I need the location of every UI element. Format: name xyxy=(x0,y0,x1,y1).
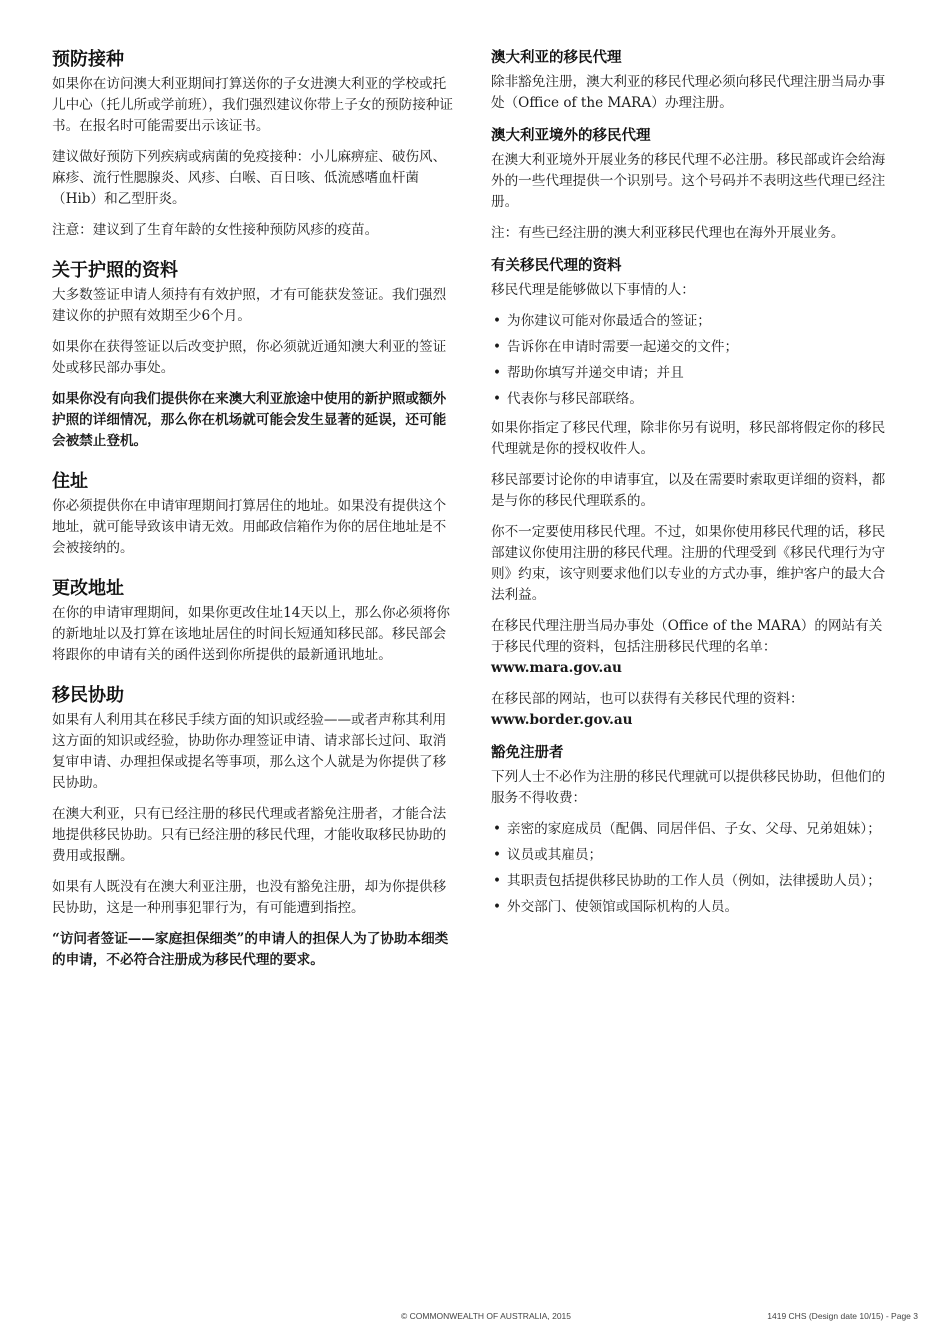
section-title-migration-assistance: 移民协助 xyxy=(52,685,124,706)
mara-website-link[interactable]: www.mara.gov.au xyxy=(491,660,622,676)
paragraph-with-link xyxy=(491,616,894,679)
section-title-change-address: 更改地址 xyxy=(52,578,124,599)
footer-copyright: © COMMONWEALTH OF AUSTRALIA, 2015 xyxy=(401,1311,571,1321)
paragraph: 你必须提供你在申请审理期间打算居住的地址。如果没有提供这个地址，就可能导致该申请无效。用邮政信箱作为你的居住地址是不会被接纳的。 xyxy=(52,498,447,556)
paragraph: 在澳大利亚，只有已经注册的移民代理或者豁免注册者，才能合法地提供移民协助。只有已经注册的移民代理，才能收取移民协助的费用或报酬。 xyxy=(52,806,447,864)
section-title-address: 住址 xyxy=(52,471,88,492)
section-title-agents-outside-australia: 澳大利亚境外的移民代理 xyxy=(491,128,651,144)
list-item: • 代表你与移民部联络。 xyxy=(491,389,894,410)
left-column xyxy=(52,48,455,981)
list-item: • 帮助你填写并递交申请；并且 xyxy=(491,363,894,384)
section-title-immunisation: 预防接种 xyxy=(52,49,124,70)
paragraph: 如果你在访问澳大利亚期间打算送你的子女进澳大利亚的学校或托儿中心（托儿所或学前班），我们强烈建议你带上子女的预防接种证书。在报名时可能需要出示该证书。 xyxy=(52,76,454,134)
border-website-link[interactable]: www.border.gov.au xyxy=(491,712,633,728)
footer-page-info: 1419 CHS (Design date 10/15) - Page 3 xyxy=(767,1311,918,1321)
paragraph: 移民部要讨论你的申请事宜，以及在需要时索取更详细的资料，都是与你的移民代理联系的。 xyxy=(491,472,886,509)
paragraph: 如果你指定了移民代理，除非你另有说明，移民部将假定你的移民代理就是你的授权收件人。 xyxy=(491,420,886,457)
agent-duties-list xyxy=(491,311,894,410)
right-column xyxy=(491,48,894,926)
list-item: • 告诉你在申请时需要一起递交的文件； xyxy=(491,337,894,358)
warning-paragraph: 如果你没有向我们提供你在来澳大利亚旅途中使用的新护照或额外护照的详细情况，那么你在机场就可能会发生显著的延误，还可能会被禁止登机。 xyxy=(52,391,447,449)
paragraph-text: 在移民部的网站，也可以获得有关移民代理的资料： xyxy=(491,691,804,707)
paragraph: 如果有人既没有在澳大利亚注册，也没有豁免注册，却为你提供移民协助，这是一种刑事犯罪行为，有可能遭到指控。 xyxy=(52,879,447,916)
paragraph: 移民代理是能够做以下事情的人： xyxy=(491,282,695,298)
paragraph-with-link xyxy=(491,689,894,731)
paragraph: 你不一定要使用移民代理。不过，如果你使用移民代理的话，移民部建议你使用注册的移民代理。注册的代理受到《移民代理行为守则》约束，该守则要求他们以专业的方式办事，维护客户的最大合法利益。 xyxy=(491,524,886,603)
list-item: • 为你建议可能对你最适合的签证； xyxy=(491,311,894,332)
note-paragraph: 注：有些已经注册的澳大利亚移民代理也在海外开展业务。 xyxy=(491,225,845,241)
exempt-persons-list xyxy=(491,819,894,918)
paragraph: 大多数签证申请人须持有有效护照，才有可能获发签证。我们强烈建议你的护照有效期至少6个月。 xyxy=(52,287,447,324)
paragraph: 如果有人利用其在移民手续方面的知识或经验——或者声称其利用这方面的知识或经验，协助你办理签证申请、请求部长过问、取消复审申请、办理担保或提名等事项，那么这个人就是为你提供了移民协助。 xyxy=(52,712,447,791)
section-title-agents-in-australia: 澳大利亚的移民代理 xyxy=(491,50,622,66)
section-title-passport: 关于护照的资料 xyxy=(52,260,178,281)
list-item: • 亲密的家庭成员（配偶、同居伴侣、子女、父母、兄弟姐妹）； xyxy=(491,819,894,840)
sponsor-note-paragraph: “访问者签证——家庭担保细类”的申请人的担保人为了协助本细类的申请，不必符合注册成为移民代理的要求。 xyxy=(52,931,449,968)
paragraph: 下列人士不必作为注册的移民代理就可以提供移民协助，但他们的服务不得收费： xyxy=(491,769,886,806)
paragraph: 在你的申请审理期间，如果你更改住址14天以上，那么你必须将你的新地址以及打算在该地址居住的时间长短通知移民部。移民部会将跟你的申请有关的函件送到你所提供的最新通讯地址。 xyxy=(52,605,450,663)
note-paragraph: 注意：建议到了生育年龄的女性接种预防风疹的疫苗。 xyxy=(52,222,379,238)
section-title-exempt-persons: 豁免注册者 xyxy=(491,745,564,761)
paragraph: 在澳大利亚境外开展业务的移民代理不必注册。移民部或许会给海外的一些代理提供一个识别号。这个号码并不表明这些代理已经注册。 xyxy=(491,152,886,210)
list-item: • 议员或其雇员； xyxy=(491,845,894,866)
paragraph: 如果你在获得签证以后改变护照，你必须就近通知澳大利亚的签证处或移民部办事处。 xyxy=(52,339,447,376)
paragraph: 除非豁免注册，澳大利亚的移民代理必须向移民代理注册当局办事处（Office of the MARA）办理注册。 xyxy=(491,74,886,111)
list-item: • 外交部门、使领馆或国际机构的人员。 xyxy=(491,897,894,918)
paragraph-text: 在移民代理注册当局办事处（Office of the MARA）的网站有关于移民代理的资料，包括注册移民代理的名单： xyxy=(491,618,883,655)
section-title-agent-information: 有关移民代理的资料 xyxy=(491,258,622,274)
list-item: • 其职责包括提供移民协助的工作人员（例如，法律援助人员）； xyxy=(491,871,894,892)
paragraph: 建议做好预防下列疾病或病菌的免疫接种：小儿麻痹症、破伤风、麻疹、流行性腮腺炎、风疹、白喉、百日咳、低流感嗜血杆菌（Hib）和乙型肝炎。 xyxy=(52,149,447,207)
